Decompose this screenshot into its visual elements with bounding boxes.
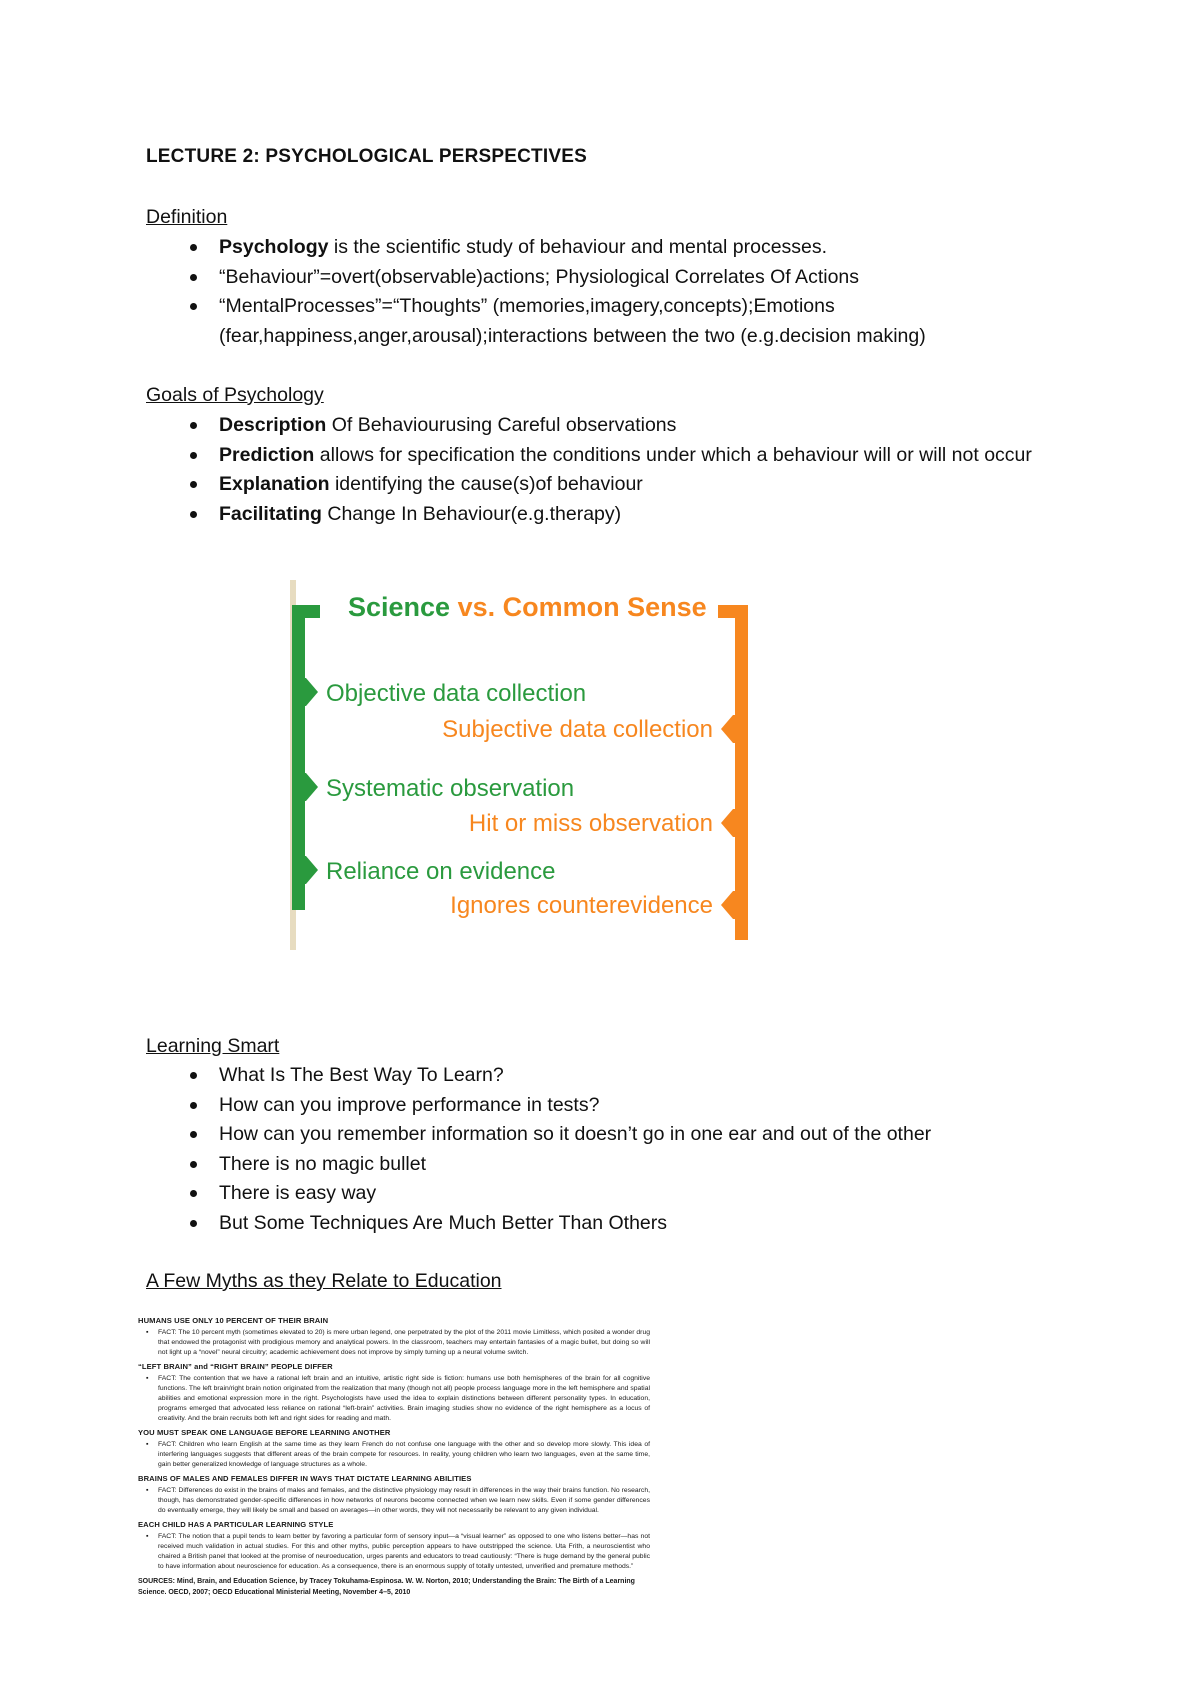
definition-item-text: is the scientific study of behaviour and mental processes.: [328, 236, 828, 258]
learning-item-text: But Some Techniques Are Much Better Than Others: [219, 1211, 668, 1234]
goals-item-term: Explanation: [219, 473, 330, 495]
diagram-title: [348, 592, 707, 622]
learning-item: [190, 1150, 1070, 1180]
myths-sources: SOURCES: Mind, Brain, and Education Science, by Tracey Tokuhama-Espinosa. W. W. Norton, 2010; Understanding the Brain: The Birth of a Learning Science. OECD, 2007; OECD Educational Ministerial Meeting, November 4–5, 2010: [138, 1578, 635, 1596]
definition-item-text: “MentalProcesses”=“Thoughts” (memories,imagery,concepts);Emotions (fear,happiness,anger,arousal);interactions between the two (e.g.decision making): [219, 295, 926, 347]
science-arrow: [292, 773, 318, 801]
myth-fact: ▪ FACT: The 10 percent myth (sometimes elevated to 20) is mere urban legend, one perpetrated by the plot of the 2011 movie Limitless, which posited a wonder drug that endowed the protagonist with prodigious memory and analytical powers. In the classroom, teachers may entertain fantasies of a magic bullet, but doing so will not light up a “novel” neural circuitry; academic achievement does not improve by simply turning up a neural volume switch.: [138, 1328, 650, 1358]
learning-heading: Learning Smart: [146, 1035, 280, 1057]
goals-item-term: Description: [219, 414, 327, 436]
science-arrow: [292, 678, 318, 706]
learning-item: [190, 1209, 1070, 1239]
common-arrow: [721, 715, 748, 743]
myth-heading: HUMANS USE ONLY 10 PERCENT OF THEIR BRAIN: [138, 1316, 329, 1325]
goals-item: [190, 500, 1070, 530]
science-item-label: Objective data collection: [326, 680, 587, 707]
definition-list: [190, 233, 1070, 351]
goals-list: [190, 411, 1070, 529]
learning-item-text: How can you remember information so it doesn’t go in one ear and out of the other: [219, 1123, 932, 1145]
goals-item: [190, 441, 1070, 471]
myth-fact: ▪ FACT: Children who learn English at the same time as they learn French do not confuse one language with the other and so develop more slowly. This idea of interfering languages suggests that different areas of the brain compete for resources. In reality, young children who learn two languages, even at the same time, gain better generalized knowledge of language structures as a whole.: [138, 1440, 650, 1470]
goals-heading: Goals of Psychology: [146, 384, 324, 406]
science-arrow: [292, 856, 318, 884]
goals-item: [190, 411, 1070, 441]
science-item-label: Systematic observation: [326, 775, 575, 802]
common-bracket-top: [718, 605, 748, 618]
learning-item-text: How can you improve performance in tests?: [219, 1093, 600, 1116]
myths-excerpt: [138, 1316, 650, 1683]
common-item-label: Subjective data collection: [442, 716, 713, 743]
learning-item-text: What Is The Best Way To Learn?: [219, 1064, 504, 1086]
science-vs-common-sense-diagram: [288, 580, 758, 950]
definition-item: [190, 292, 1070, 351]
myth-fact: ▪ FACT: Differences do exist in the brains of males and females, and the distinctive physiology may result in differences in the way their brains function. No research, though, has demonstrated gender-specific differences in how networks of neurons become connected when we learn new skills. Even if some gender differences do eventually emerge, they will likely be small and based on averages—in other words, they will not necessarily be relevant to any given individual.: [138, 1486, 650, 1516]
goals-item-term: Facilitating: [219, 502, 322, 525]
myth-fact: ▪ FACT: The notion that a pupil tends to learn better by favoring a particular form of sensory input—a “visual learner” as opposed to one who listens better—has not received much validation in actual studies. For this and other myths, public perception appears to have outstripped the science. Uta Frith, a neuroscientist who chaired a British panel that looked at the promise of neuroeducation, urges parents and educators to tread cautiously: “There is huge demand by the general public to have information about neuroscience for education. As a consequence, there is an enormous supply of totally untested, unverified and premature methods.”: [138, 1532, 650, 1572]
learning-item-text: There is easy way: [219, 1182, 377, 1204]
common-arrow: [721, 891, 748, 919]
common-item-label: Ignores counterevidence: [450, 892, 713, 919]
learning-item: [190, 1120, 1070, 1150]
definition-item-term: Psychology: [219, 236, 329, 258]
diagram-title-science: Science: [348, 592, 451, 622]
definition-item: [190, 233, 1070, 263]
definition-heading: Definition: [146, 206, 228, 228]
science-bracket-top: [292, 605, 320, 618]
goals-item-text: Of Behaviourusing Careful observations: [326, 414, 677, 436]
myth-heading: BRAINS OF MALES AND FEMALES DIFFER IN WAYS THAT DICTATE LEARNING ABILITIES: [138, 1474, 472, 1483]
learning-list: [190, 1061, 1070, 1238]
learning-item: [190, 1061, 1070, 1091]
page-title: LECTURE 2: PSYCHOLOGICAL PERSPECTIVES: [146, 146, 587, 167]
diagram-title-rest: vs. Common Sense: [450, 592, 707, 622]
definition-item-text: “Behaviour”=overt(observable)actions; Physiological Correlates Of Actions: [219, 265, 860, 288]
goals-item-text: allows for specification the conditions under which a behaviour will or will not occur: [314, 443, 1032, 466]
myth-heading: “LEFT BRAIN” and “RIGHT BRAIN” PEOPLE DIFFER: [138, 1362, 333, 1371]
goals-item-term: Prediction: [219, 443, 315, 466]
definition-item: [190, 263, 1070, 293]
goals-item-text: Change In Behaviour(e.g.therapy): [321, 502, 622, 525]
goals-item: [190, 470, 1070, 500]
myths-heading: A Few Myths as they Relate to Education: [146, 1270, 502, 1292]
learning-item: [190, 1179, 1070, 1209]
myth-heading: EACH CHILD HAS A PARTICULAR LEARNING STYLE: [138, 1520, 334, 1529]
science-item-label: Reliance on evidence: [326, 858, 556, 885]
learning-item-text: There is no magic bullet: [219, 1152, 427, 1175]
myth-fact: ▪ FACT: The contention that we have a rational left brain and an intuitive, artistic right side is fiction: humans use both hemispheres of the brain for all cognitive functions. The left brain/right brain notion originated from the realization that many (though not all) people process language more in the left hemisphere and spatial abilities and emotional expression more in the right. Psychologists have used the idea to explain distinctions between different personality types. In education, programs emerged that advocated less reliance on rational “left-brain” activities. Brain imaging studies show no evidence of the right hemisphere as a locus of creativity. And the brain recruits both left and right sides for reading and math.: [138, 1374, 650, 1424]
common-arrow: [721, 809, 748, 837]
learning-item: [190, 1091, 1070, 1121]
goals-item-text: identifying the cause(s)of behaviour: [329, 473, 643, 495]
common-bracket: [735, 605, 748, 940]
myth-heading: YOU MUST SPEAK ONE LANGUAGE BEFORE LEARNING ANOTHER: [138, 1428, 391, 1437]
common-item-label: Hit or miss observation: [468, 810, 713, 837]
